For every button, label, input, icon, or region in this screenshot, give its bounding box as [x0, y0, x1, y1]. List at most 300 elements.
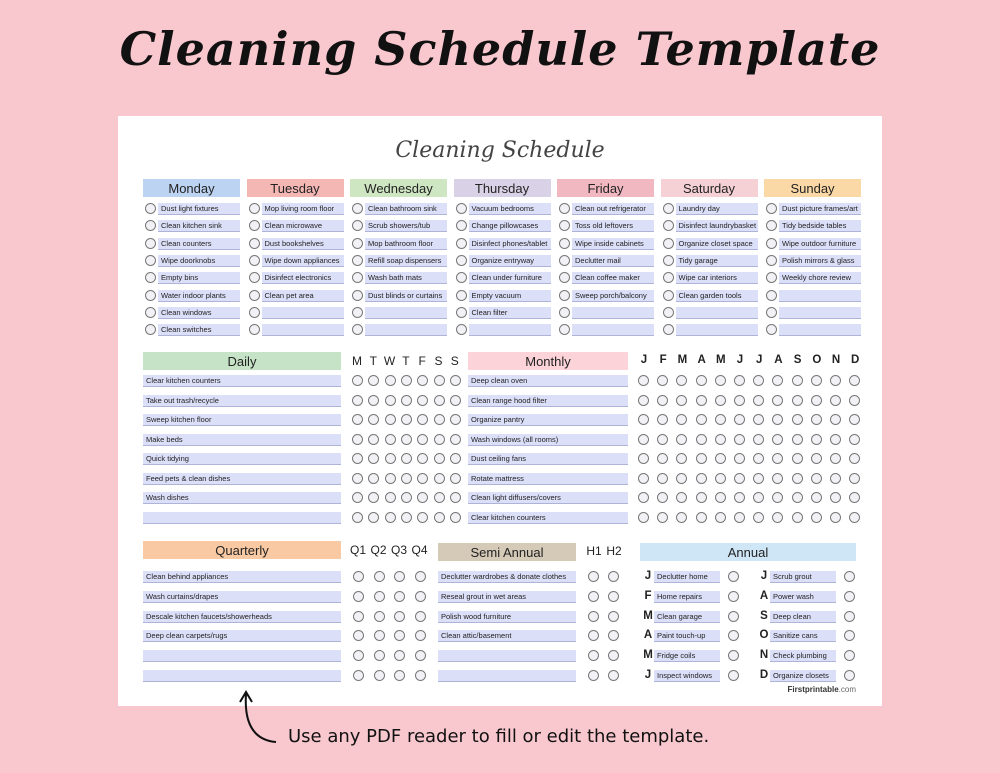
task-checkbox[interactable] — [249, 307, 260, 318]
task-field[interactable]: Tidy bedside tables — [779, 220, 861, 232]
task-checkbox[interactable] — [145, 307, 156, 318]
task-field[interactable]: Disinfect phones/tablet — [469, 238, 551, 250]
task-checkbox[interactable] — [663, 272, 674, 283]
task-checkbox[interactable] — [559, 220, 570, 231]
task-field[interactable]: Clean pet area — [262, 290, 344, 302]
annual-task-field[interactable]: Inspect windows — [654, 670, 720, 682]
monthly-checkbox[interactable] — [772, 453, 783, 464]
task-field[interactable]: Vacuum bedrooms — [469, 203, 551, 215]
daily-checkbox[interactable] — [434, 492, 445, 503]
quarterly-checkbox[interactable] — [415, 650, 426, 661]
quarterly-checkbox[interactable] — [394, 650, 405, 661]
monthly-task-field[interactable]: Clean light diffusers/covers — [468, 492, 628, 504]
daily-checkbox[interactable] — [385, 414, 396, 425]
task-checkbox[interactable] — [766, 203, 777, 214]
task-checkbox[interactable] — [352, 220, 363, 231]
monthly-checkbox[interactable] — [792, 375, 803, 386]
task-field[interactable]: Toss old leftovers — [572, 220, 654, 232]
monthly-checkbox[interactable] — [753, 434, 764, 445]
task-field[interactable]: Change pillowcases — [469, 220, 551, 232]
task-checkbox[interactable] — [145, 203, 156, 214]
daily-checkbox[interactable] — [434, 395, 445, 406]
task-checkbox[interactable] — [145, 238, 156, 249]
daily-task-field[interactable]: Clear kitchen counters — [143, 375, 341, 387]
task-field[interactable]: Polish mirrors & glass — [779, 255, 861, 267]
task-checkbox[interactable] — [559, 203, 570, 214]
task-field[interactable] — [262, 324, 344, 336]
task-field[interactable] — [572, 324, 654, 336]
task-checkbox[interactable] — [456, 203, 467, 214]
daily-checkbox[interactable] — [450, 414, 461, 425]
task-field[interactable]: Wipe inside cabinets — [572, 238, 654, 250]
daily-checkbox[interactable] — [401, 492, 412, 503]
monthly-task-field[interactable]: Dust ceiling fans — [468, 453, 628, 465]
annual-task-field[interactable]: Home repairs — [654, 591, 720, 603]
monthly-checkbox[interactable] — [849, 434, 860, 445]
daily-checkbox[interactable] — [385, 395, 396, 406]
monthly-checkbox[interactable] — [849, 473, 860, 484]
quarterly-checkbox[interactable] — [415, 611, 426, 622]
semi-annual-checkbox[interactable] — [608, 591, 619, 602]
task-field[interactable]: Clean microwave — [262, 220, 344, 232]
quarterly-checkbox[interactable] — [374, 591, 385, 602]
quarterly-checkbox[interactable] — [374, 571, 385, 582]
daily-checkbox[interactable] — [450, 512, 461, 523]
task-checkbox[interactable] — [559, 290, 570, 301]
monthly-checkbox[interactable] — [657, 473, 668, 484]
semi-annual-task-field[interactable]: Declutter wardrobes & donate clothes — [438, 571, 576, 583]
monthly-checkbox[interactable] — [638, 434, 649, 445]
task-field[interactable]: Clean bathroom sink — [365, 203, 447, 215]
monthly-checkbox[interactable] — [830, 453, 841, 464]
task-checkbox[interactable] — [559, 238, 570, 249]
task-field[interactable] — [365, 324, 447, 336]
quarterly-checkbox[interactable] — [374, 611, 385, 622]
annual-checkbox[interactable] — [844, 650, 855, 661]
monthly-checkbox[interactable] — [676, 512, 687, 523]
quarterly-checkbox[interactable] — [394, 670, 405, 681]
daily-task-field[interactable] — [143, 512, 341, 524]
annual-checkbox[interactable] — [844, 591, 855, 602]
quarterly-task-field[interactable]: Wash curtains/drapes — [143, 591, 341, 603]
monthly-checkbox[interactable] — [811, 492, 822, 503]
daily-checkbox[interactable] — [401, 453, 412, 464]
monthly-checkbox[interactable] — [734, 473, 745, 484]
task-field[interactable]: Declutter mail — [572, 255, 654, 267]
daily-checkbox[interactable] — [352, 434, 363, 445]
task-field[interactable]: Wash bath mats — [365, 272, 447, 284]
quarterly-checkbox[interactable] — [353, 591, 364, 602]
task-checkbox[interactable] — [145, 324, 156, 335]
daily-checkbox[interactable] — [450, 375, 461, 386]
task-checkbox[interactable] — [249, 290, 260, 301]
annual-checkbox[interactable] — [728, 591, 739, 602]
monthly-checkbox[interactable] — [849, 453, 860, 464]
semi-annual-checkbox[interactable] — [608, 650, 619, 661]
daily-checkbox[interactable] — [401, 434, 412, 445]
task-checkbox[interactable] — [766, 272, 777, 283]
task-field[interactable]: Clean coffee maker — [572, 272, 654, 284]
daily-checkbox[interactable] — [368, 395, 379, 406]
monthly-checkbox[interactable] — [772, 395, 783, 406]
monthly-checkbox[interactable] — [772, 375, 783, 386]
task-checkbox[interactable] — [249, 220, 260, 231]
daily-checkbox[interactable] — [352, 453, 363, 464]
monthly-checkbox[interactable] — [753, 492, 764, 503]
monthly-checkbox[interactable] — [638, 492, 649, 503]
annual-checkbox[interactable] — [844, 611, 855, 622]
daily-checkbox[interactable] — [352, 375, 363, 386]
task-checkbox[interactable] — [663, 307, 674, 318]
daily-checkbox[interactable] — [417, 512, 428, 523]
daily-checkbox[interactable] — [352, 414, 363, 425]
monthly-checkbox[interactable] — [676, 492, 687, 503]
annual-checkbox[interactable] — [728, 630, 739, 641]
daily-checkbox[interactable] — [385, 473, 396, 484]
task-checkbox[interactable] — [352, 307, 363, 318]
daily-checkbox[interactable] — [401, 395, 412, 406]
monthly-checkbox[interactable] — [676, 434, 687, 445]
monthly-checkbox[interactable] — [638, 375, 649, 386]
annual-checkbox[interactable] — [728, 571, 739, 582]
monthly-checkbox[interactable] — [657, 414, 668, 425]
annual-task-field[interactable]: Check plumbing — [770, 650, 836, 662]
monthly-checkbox[interactable] — [830, 434, 841, 445]
monthly-checkbox[interactable] — [696, 375, 707, 386]
monthly-task-field[interactable]: Deep clean oven — [468, 375, 628, 387]
quarterly-checkbox[interactable] — [353, 571, 364, 582]
monthly-checkbox[interactable] — [696, 512, 707, 523]
monthly-checkbox[interactable] — [772, 434, 783, 445]
task-checkbox[interactable] — [766, 307, 777, 318]
monthly-checkbox[interactable] — [772, 512, 783, 523]
daily-checkbox[interactable] — [417, 395, 428, 406]
daily-checkbox[interactable] — [434, 453, 445, 464]
daily-checkbox[interactable] — [450, 434, 461, 445]
daily-checkbox[interactable] — [450, 473, 461, 484]
annual-task-field[interactable]: Power wash — [770, 591, 836, 603]
annual-task-field[interactable]: Scrub grout — [770, 571, 836, 583]
monthly-checkbox[interactable] — [696, 453, 707, 464]
task-field[interactable] — [469, 324, 551, 336]
semi-annual-checkbox[interactable] — [588, 630, 599, 641]
task-field[interactable]: Clean garden tools — [676, 290, 758, 302]
task-field[interactable]: Weekly chore review — [779, 272, 861, 284]
task-field[interactable] — [779, 307, 861, 319]
task-checkbox[interactable] — [766, 238, 777, 249]
semi-annual-checkbox[interactable] — [608, 571, 619, 582]
task-field[interactable]: Empty vacuum — [469, 290, 551, 302]
task-field[interactable]: Sweep porch/balcony — [572, 290, 654, 302]
daily-checkbox[interactable] — [434, 434, 445, 445]
monthly-checkbox[interactable] — [715, 512, 726, 523]
task-checkbox[interactable] — [352, 272, 363, 283]
monthly-checkbox[interactable] — [830, 414, 841, 425]
task-field[interactable]: Clean counters — [158, 238, 240, 250]
monthly-task-field[interactable]: Rotate mattress — [468, 473, 628, 485]
quarterly-checkbox[interactable] — [374, 650, 385, 661]
monthly-checkbox[interactable] — [638, 512, 649, 523]
task-checkbox[interactable] — [249, 238, 260, 249]
monthly-checkbox[interactable] — [715, 453, 726, 464]
task-field[interactable] — [779, 324, 861, 336]
monthly-checkbox[interactable] — [657, 453, 668, 464]
daily-checkbox[interactable] — [368, 473, 379, 484]
task-checkbox[interactable] — [766, 324, 777, 335]
monthly-task-field[interactable]: Wash windows (all rooms) — [468, 434, 628, 446]
task-field[interactable]: Refill soap dispensers — [365, 255, 447, 267]
monthly-task-field[interactable]: Organize pantry — [468, 414, 628, 426]
monthly-checkbox[interactable] — [696, 414, 707, 425]
quarterly-checkbox[interactable] — [353, 650, 364, 661]
monthly-checkbox[interactable] — [849, 512, 860, 523]
daily-checkbox[interactable] — [385, 375, 396, 386]
monthly-checkbox[interactable] — [657, 395, 668, 406]
daily-checkbox[interactable] — [368, 453, 379, 464]
monthly-checkbox[interactable] — [696, 492, 707, 503]
task-field[interactable]: Mop living room floor — [262, 203, 344, 215]
daily-task-field[interactable]: Feed pets & clean dishes — [143, 473, 341, 485]
monthly-checkbox[interactable] — [638, 414, 649, 425]
daily-checkbox[interactable] — [401, 414, 412, 425]
annual-task-field[interactable]: Fridge coils — [654, 650, 720, 662]
monthly-checkbox[interactable] — [849, 492, 860, 503]
quarterly-checkbox[interactable] — [394, 611, 405, 622]
monthly-checkbox[interactable] — [657, 512, 668, 523]
monthly-checkbox[interactable] — [753, 414, 764, 425]
task-field[interactable] — [779, 290, 861, 302]
monthly-checkbox[interactable] — [715, 434, 726, 445]
daily-checkbox[interactable] — [385, 512, 396, 523]
task-field[interactable]: Wipe doorknobs — [158, 255, 240, 267]
monthly-checkbox[interactable] — [734, 492, 745, 503]
monthly-checkbox[interactable] — [792, 395, 803, 406]
task-field[interactable]: Organize closet space — [676, 238, 758, 250]
task-checkbox[interactable] — [663, 203, 674, 214]
task-checkbox[interactable] — [352, 324, 363, 335]
monthly-checkbox[interactable] — [734, 434, 745, 445]
annual-task-field[interactable]: Paint touch-up — [654, 630, 720, 642]
annual-checkbox[interactable] — [728, 670, 739, 681]
daily-task-field[interactable]: Quick tidying — [143, 453, 341, 465]
monthly-checkbox[interactable] — [676, 375, 687, 386]
monthly-checkbox[interactable] — [772, 492, 783, 503]
monthly-task-field[interactable]: Clean range hood filter — [468, 395, 628, 407]
monthly-checkbox[interactable] — [676, 473, 687, 484]
task-field[interactable]: Scrub showers/tub — [365, 220, 447, 232]
daily-checkbox[interactable] — [401, 473, 412, 484]
semi-annual-checkbox[interactable] — [588, 650, 599, 661]
task-checkbox[interactable] — [456, 290, 467, 301]
monthly-checkbox[interactable] — [734, 395, 745, 406]
monthly-checkbox[interactable] — [715, 395, 726, 406]
monthly-checkbox[interactable] — [830, 395, 841, 406]
monthly-checkbox[interactable] — [792, 453, 803, 464]
daily-checkbox[interactable] — [417, 492, 428, 503]
semi-annual-checkbox[interactable] — [588, 670, 599, 681]
task-checkbox[interactable] — [663, 324, 674, 335]
monthly-checkbox[interactable] — [811, 395, 822, 406]
monthly-checkbox[interactable] — [849, 375, 860, 386]
semi-annual-checkbox[interactable] — [588, 611, 599, 622]
task-checkbox[interactable] — [456, 272, 467, 283]
monthly-checkbox[interactable] — [657, 375, 668, 386]
semi-annual-checkbox[interactable] — [588, 571, 599, 582]
monthly-checkbox[interactable] — [715, 375, 726, 386]
semi-annual-task-field[interactable]: Polish wood furniture — [438, 611, 576, 623]
monthly-checkbox[interactable] — [753, 473, 764, 484]
annual-checkbox[interactable] — [728, 650, 739, 661]
task-field[interactable]: Tidy garage — [676, 255, 758, 267]
daily-checkbox[interactable] — [450, 492, 461, 503]
daily-checkbox[interactable] — [417, 375, 428, 386]
daily-checkbox[interactable] — [368, 375, 379, 386]
monthly-checkbox[interactable] — [792, 492, 803, 503]
quarterly-task-field[interactable]: Clean behind appliances — [143, 571, 341, 583]
daily-checkbox[interactable] — [385, 453, 396, 464]
quarterly-checkbox[interactable] — [353, 670, 364, 681]
annual-task-field[interactable]: Declutter home — [654, 571, 720, 583]
task-field[interactable]: Mop bathroom floor — [365, 238, 447, 250]
monthly-checkbox[interactable] — [753, 512, 764, 523]
monthly-checkbox[interactable] — [638, 395, 649, 406]
task-checkbox[interactable] — [663, 290, 674, 301]
monthly-checkbox[interactable] — [811, 453, 822, 464]
task-field[interactable]: Empty bins — [158, 272, 240, 284]
monthly-checkbox[interactable] — [715, 414, 726, 425]
daily-checkbox[interactable] — [401, 512, 412, 523]
task-checkbox[interactable] — [456, 238, 467, 249]
task-checkbox[interactable] — [352, 203, 363, 214]
monthly-checkbox[interactable] — [734, 414, 745, 425]
quarterly-checkbox[interactable] — [374, 630, 385, 641]
daily-checkbox[interactable] — [417, 414, 428, 425]
task-field[interactable]: Dust picture frames/art — [779, 203, 861, 215]
annual-task-field[interactable]: Clean garage — [654, 611, 720, 623]
monthly-checkbox[interactable] — [734, 375, 745, 386]
daily-task-field[interactable]: Sweep kitchen floor — [143, 414, 341, 426]
task-field[interactable] — [676, 307, 758, 319]
daily-checkbox[interactable] — [434, 375, 445, 386]
annual-task-field[interactable]: Deep clean — [770, 611, 836, 623]
monthly-checkbox[interactable] — [715, 492, 726, 503]
task-checkbox[interactable] — [145, 220, 156, 231]
task-field[interactable]: Dust bookshelves — [262, 238, 344, 250]
semi-annual-checkbox[interactable] — [608, 611, 619, 622]
task-field[interactable]: Water indoor plants — [158, 290, 240, 302]
quarterly-checkbox[interactable] — [374, 670, 385, 681]
task-checkbox[interactable] — [559, 307, 570, 318]
daily-checkbox[interactable] — [368, 492, 379, 503]
task-checkbox[interactable] — [352, 255, 363, 266]
task-field[interactable]: Laundry day — [676, 203, 758, 215]
task-checkbox[interactable] — [352, 290, 363, 301]
quarterly-checkbox[interactable] — [415, 630, 426, 641]
daily-checkbox[interactable] — [385, 434, 396, 445]
annual-task-field[interactable]: Sanitize cans — [770, 630, 836, 642]
quarterly-checkbox[interactable] — [394, 591, 405, 602]
task-checkbox[interactable] — [663, 238, 674, 249]
daily-checkbox[interactable] — [352, 492, 363, 503]
daily-checkbox[interactable] — [434, 512, 445, 523]
quarterly-checkbox[interactable] — [415, 670, 426, 681]
task-field[interactable]: Clean kitchen sink — [158, 220, 240, 232]
task-checkbox[interactable] — [352, 238, 363, 249]
task-checkbox[interactable] — [249, 203, 260, 214]
task-checkbox[interactable] — [249, 272, 260, 283]
daily-checkbox[interactable] — [401, 375, 412, 386]
quarterly-checkbox[interactable] — [353, 630, 364, 641]
task-checkbox[interactable] — [559, 324, 570, 335]
monthly-checkbox[interactable] — [830, 375, 841, 386]
monthly-checkbox[interactable] — [811, 512, 822, 523]
daily-checkbox[interactable] — [352, 395, 363, 406]
monthly-checkbox[interactable] — [792, 512, 803, 523]
monthly-checkbox[interactable] — [792, 414, 803, 425]
task-field[interactable] — [262, 307, 344, 319]
daily-checkbox[interactable] — [417, 473, 428, 484]
daily-checkbox[interactable] — [417, 434, 428, 445]
daily-task-field[interactable]: Wash dishes — [143, 492, 341, 504]
monthly-checkbox[interactable] — [676, 453, 687, 464]
task-checkbox[interactable] — [145, 255, 156, 266]
quarterly-checkbox[interactable] — [394, 630, 405, 641]
task-checkbox[interactable] — [766, 220, 777, 231]
task-checkbox[interactable] — [559, 255, 570, 266]
monthly-checkbox[interactable] — [676, 414, 687, 425]
task-field[interactable]: Clean switches — [158, 324, 240, 336]
task-field[interactable]: Disinfect laundrybasket — [676, 220, 758, 232]
monthly-checkbox[interactable] — [849, 395, 860, 406]
daily-task-field[interactable]: Take out trash/recycle — [143, 395, 341, 407]
monthly-checkbox[interactable] — [811, 434, 822, 445]
semi-annual-task-field[interactable]: Clean attic/basement — [438, 630, 576, 642]
task-checkbox[interactable] — [456, 307, 467, 318]
monthly-checkbox[interactable] — [753, 375, 764, 386]
monthly-checkbox[interactable] — [830, 512, 841, 523]
semi-annual-checkbox[interactable] — [608, 670, 619, 681]
semi-annual-task-field[interactable] — [438, 670, 576, 682]
monthly-checkbox[interactable] — [638, 453, 649, 464]
monthly-checkbox[interactable] — [696, 434, 707, 445]
task-field[interactable]: Clean filter — [469, 307, 551, 319]
task-checkbox[interactable] — [559, 272, 570, 283]
monthly-checkbox[interactable] — [792, 473, 803, 484]
monthly-checkbox[interactable] — [657, 492, 668, 503]
daily-checkbox[interactable] — [434, 414, 445, 425]
monthly-checkbox[interactable] — [792, 434, 803, 445]
monthly-checkbox[interactable] — [696, 395, 707, 406]
task-field[interactable]: Wipe down appliances — [262, 255, 344, 267]
monthly-checkbox[interactable] — [849, 414, 860, 425]
task-field[interactable] — [676, 324, 758, 336]
task-checkbox[interactable] — [456, 324, 467, 335]
monthly-checkbox[interactable] — [811, 414, 822, 425]
task-checkbox[interactable] — [663, 255, 674, 266]
task-field[interactable]: Clean under furniture — [469, 272, 551, 284]
monthly-checkbox[interactable] — [830, 492, 841, 503]
task-field[interactable]: Clean out refrigerator — [572, 203, 654, 215]
task-field[interactable] — [572, 307, 654, 319]
daily-checkbox[interactable] — [450, 453, 461, 464]
quarterly-checkbox[interactable] — [353, 611, 364, 622]
quarterly-task-field[interactable] — [143, 650, 341, 662]
monthly-checkbox[interactable] — [753, 453, 764, 464]
quarterly-task-field[interactable]: Deep clean carpets/rugs — [143, 630, 341, 642]
monthly-checkbox[interactable] — [657, 434, 668, 445]
monthly-task-field[interactable]: Clear kitchen counters — [468, 512, 628, 524]
daily-checkbox[interactable] — [352, 473, 363, 484]
